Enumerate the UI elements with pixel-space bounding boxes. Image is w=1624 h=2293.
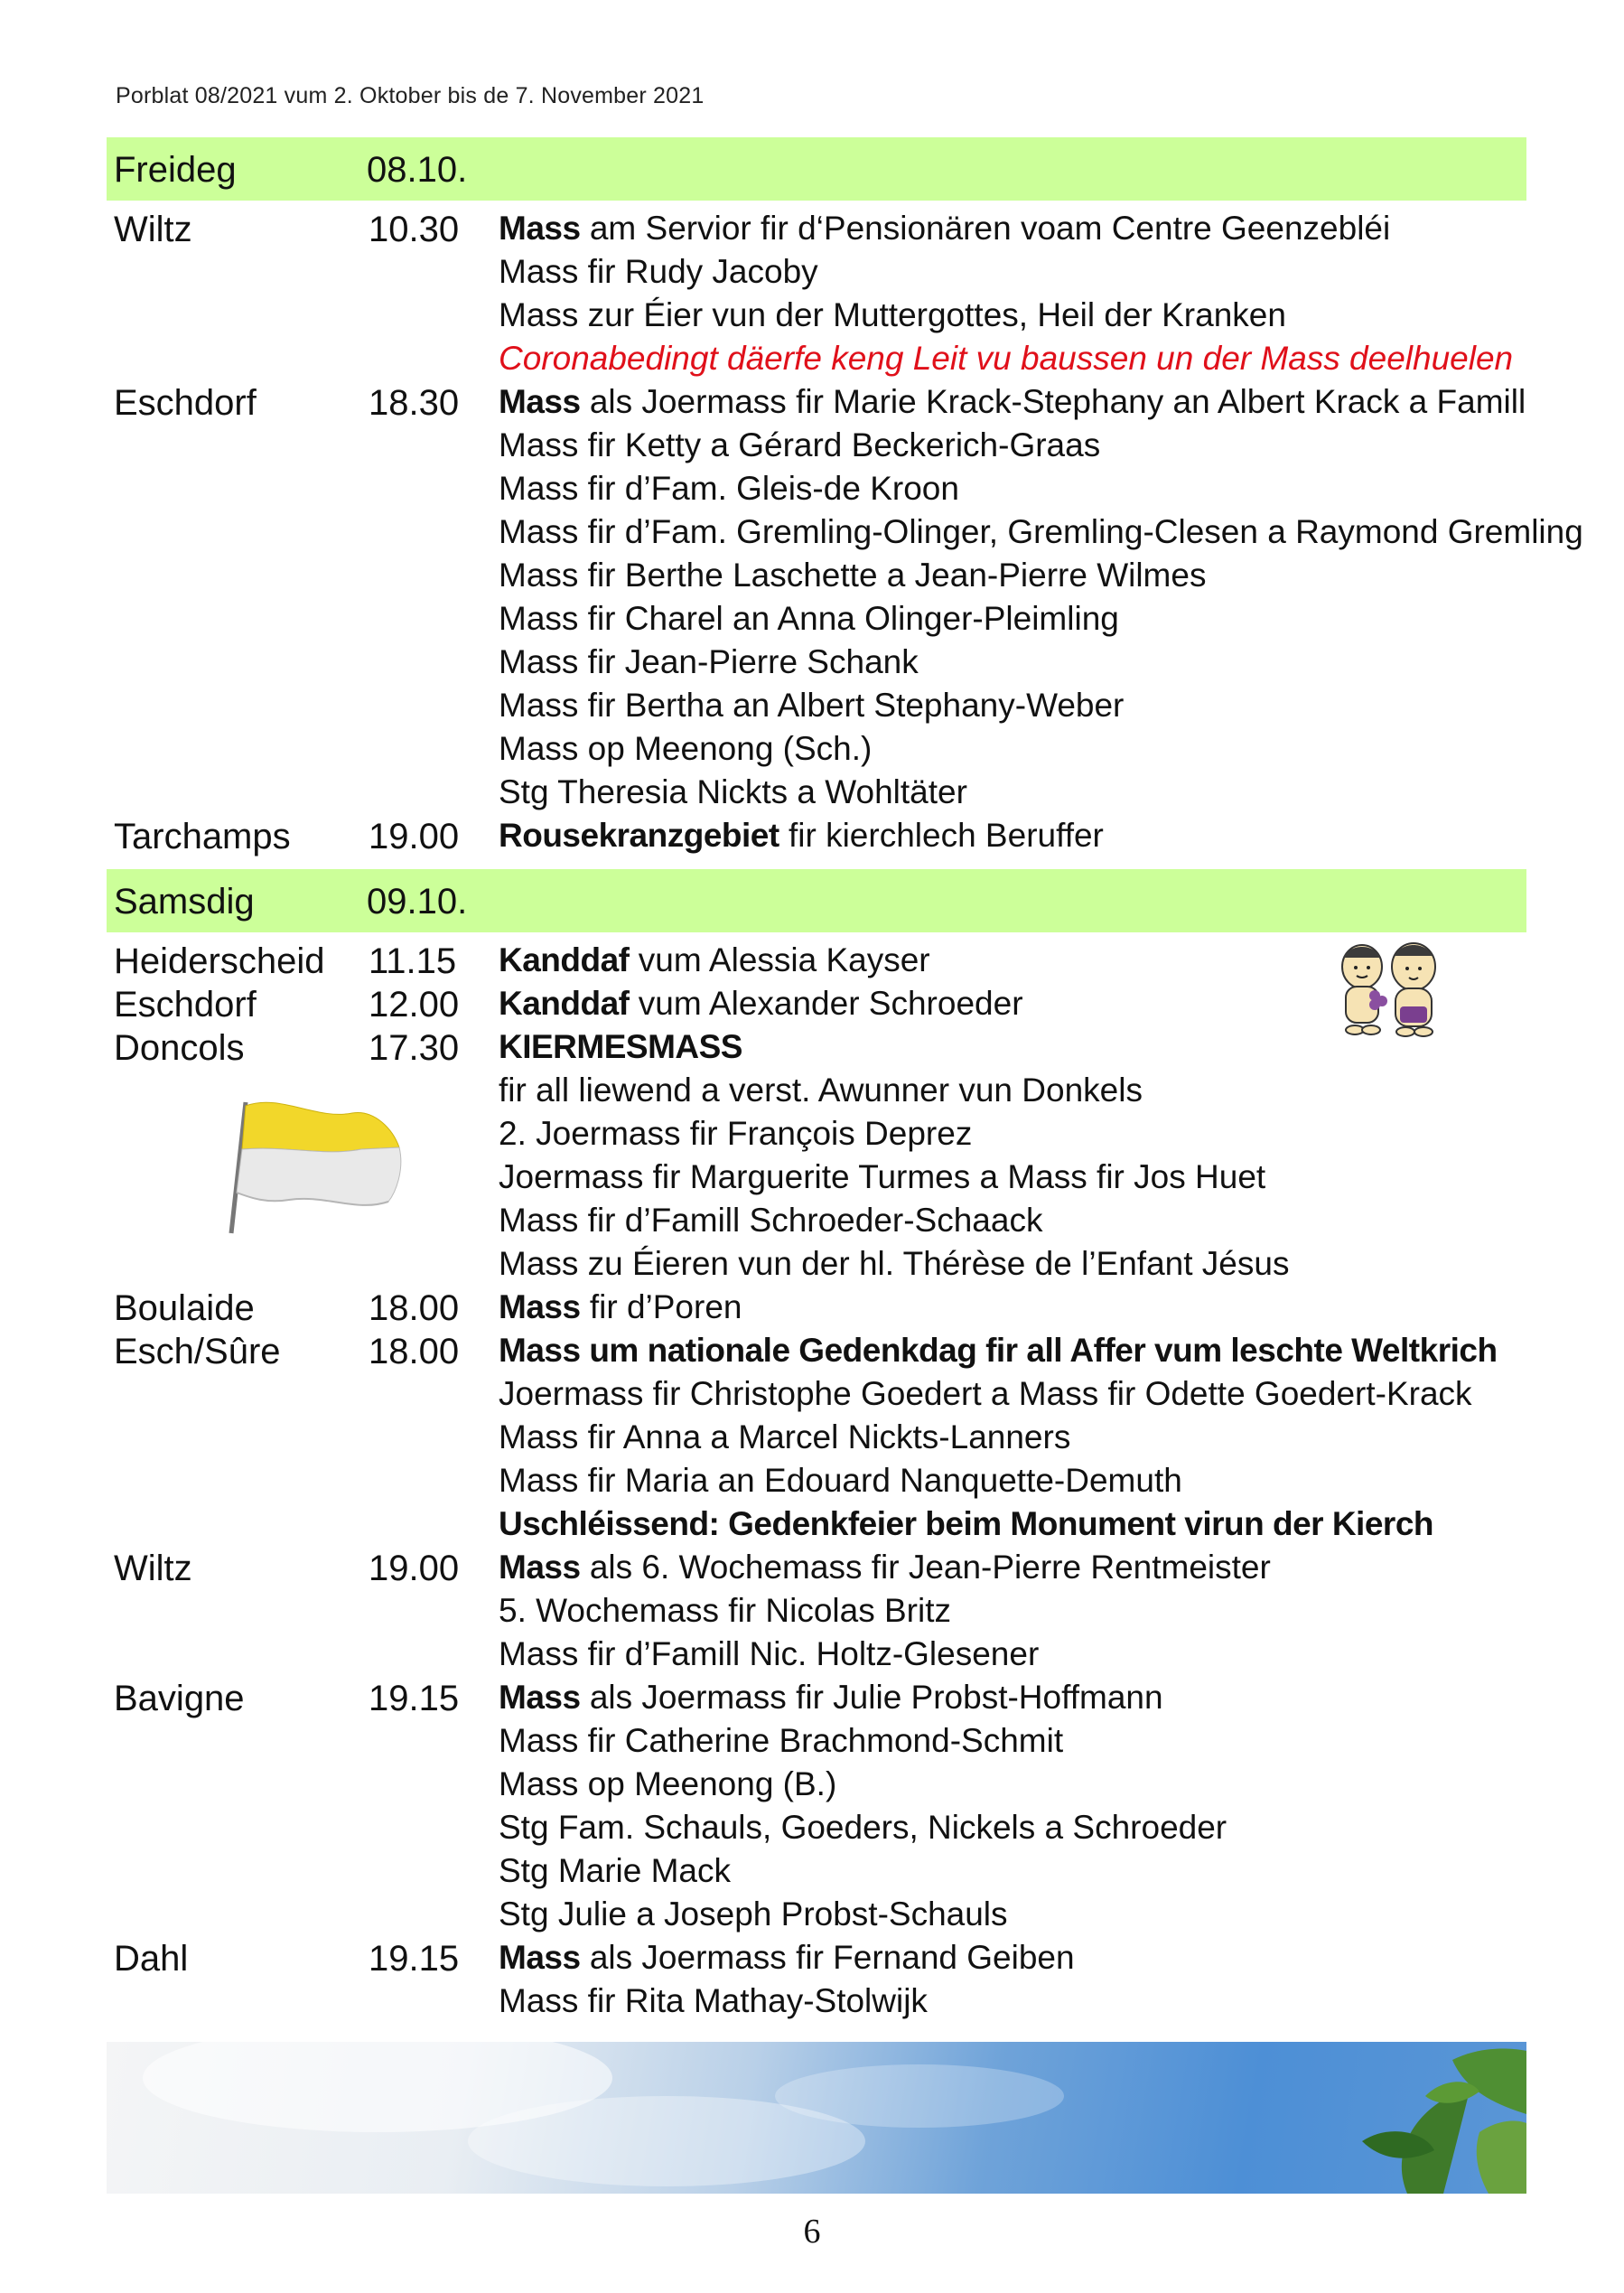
mass-description (499, 1549, 1271, 1586)
event-type: Mass (499, 383, 581, 420)
intention-text: 5. Wochemass fir Nicolas Britz (499, 1592, 951, 1629)
sky-leaves-photo (107, 2042, 1526, 2194)
mass-description (499, 513, 1583, 551)
intention-text: als Joermass fir Fernand Geiben (580, 1939, 1075, 1976)
schedule-row (0, 1852, 1624, 1895)
mass-description (499, 773, 967, 811)
intention-text: Mass fir d’Fam. Gleis-de Kroon (499, 470, 959, 507)
schedule-row (0, 340, 1624, 383)
mass-description (499, 470, 959, 508)
place-name: Tarchamps (114, 817, 291, 856)
mass-description (499, 1722, 1063, 1760)
schedule-row (0, 470, 1624, 513)
intention-text: Mass fir Rita Mathay-Stolwijk (499, 1982, 928, 2019)
corona-notice (499, 340, 1513, 378)
place-name: Wiltz (114, 210, 192, 249)
place-name: Wiltz (114, 1549, 192, 1588)
intention-text: Mass fir Catherine Brachmond-Schmit (499, 1722, 1064, 1759)
schedule-row (0, 513, 1624, 557)
schedule-row (0, 1679, 1624, 1722)
schedule-row (0, 1982, 1624, 2026)
mass-time: 18.30 (369, 383, 460, 423)
intention-text: Joermass fir Christophe Goedert a Mass fir Odette Goedert-Krack (499, 1375, 1472, 1412)
schedule-row (0, 1635, 1624, 1679)
schedule-row (0, 426, 1624, 470)
schedule-row (0, 1722, 1624, 1765)
mass-description (499, 1635, 1039, 1673)
intention-text: Mass fir Jean-Pierre Schank (499, 643, 919, 680)
page-number: 6 (803, 2213, 821, 2251)
event-type: KIERMESMASS (499, 1028, 742, 1065)
schedule-row (0, 1765, 1624, 1809)
event-type: Kanddaf (499, 985, 630, 1022)
event-type: Uschléissend: Gedenkfeier beim Monument virun der Kierch (499, 1505, 1433, 1542)
mass-description (499, 426, 1100, 464)
schedule-row (0, 730, 1624, 773)
mass-description (499, 1809, 1227, 1847)
mass-time: 11.15 (369, 941, 457, 981)
schedule-row (0, 600, 1624, 643)
schedule-row (0, 1418, 1624, 1462)
intention-text: Coronabedingt däerfe keng Leit vu baussen un der Mass deelhuelen (499, 340, 1514, 377)
mass-description (499, 210, 1390, 248)
mass-description (499, 1895, 1008, 1933)
intention-text: vum Alessia Kayser (629, 941, 930, 978)
mass-description (499, 383, 1526, 421)
place-name: Doncols (114, 1028, 245, 1068)
mass-description (499, 1852, 731, 1890)
intention-text: fir kierchlech Beruffer (779, 817, 1104, 854)
place-name: Eschdorf (114, 985, 257, 1025)
day-header-bar (107, 869, 1526, 932)
intention-text: Joermass fir Marguerite Turmes a Mass fir Jos Huet (499, 1158, 1266, 1195)
mass-description (499, 730, 872, 768)
intention-text: Mass fir Maria an Edouard Nanquette-Demuth (499, 1462, 1182, 1499)
baptism-children-icon (1328, 940, 1445, 1039)
mass-description (499, 643, 919, 681)
schedule-row (0, 1895, 1624, 1939)
intention-text: Mass fir Bertha an Albert Stephany-Weber (499, 687, 1125, 724)
schedule-row (0, 1809, 1624, 1852)
day-date: 09.10. (367, 882, 468, 922)
mass-description (499, 1418, 1070, 1456)
schedule-row (0, 1332, 1624, 1375)
event-type: Mass (499, 1939, 581, 1976)
day-name: Samsdig (114, 882, 255, 922)
mass-description (499, 1332, 1498, 1370)
intention-text: am Servior fir d‘Pensionären voam Centre Geenzebléi (580, 210, 1391, 247)
mass-description (499, 1375, 1472, 1413)
schedule-row (0, 296, 1624, 340)
event-type: Mass (499, 1679, 581, 1716)
intention-text: als Joermass fir Marie Krack-Stephany an Albert Krack a Famill (580, 383, 1526, 420)
mass-time: 17.30 (369, 1028, 460, 1068)
intention-text: Mass op Meenong (Sch.) (499, 730, 873, 767)
intention-text: Mass fir Charel an Anna Olinger-Pleimling (499, 600, 1119, 637)
mass-description (499, 687, 1124, 725)
schedule-row (0, 253, 1624, 296)
mass-description (499, 1202, 1042, 1240)
mass-time: 19.00 (369, 1549, 460, 1588)
intention-text: Mass fir Ketty a Gérard Beckerich-Graas (499, 426, 1101, 463)
mass-description (499, 1592, 951, 1630)
schedule-row (0, 1939, 1624, 1982)
intention-text: Mass op Meenong (B.) (499, 1765, 837, 1802)
mass-time: 19.15 (369, 1679, 460, 1718)
mass-description (499, 1982, 928, 2020)
intention-text: Stg Julie a Joseph Probst-Schauls (499, 1895, 1008, 1933)
intention-text: Stg Marie Mack (499, 1852, 732, 1889)
schedule-row (0, 1375, 1624, 1418)
mass-description (499, 1679, 1163, 1717)
event-type: Kanddaf (499, 941, 630, 978)
mass-time: 19.15 (369, 1939, 460, 1979)
mass-description (499, 1288, 742, 1326)
mass-description (499, 600, 1119, 638)
schedule-row (0, 773, 1624, 817)
mass-description (499, 817, 1104, 855)
intention-text: Mass fir d’Famill Schroeder-Schaack (499, 1202, 1043, 1239)
mass-description (499, 1505, 1433, 1543)
mass-description (499, 1158, 1265, 1196)
intention-text: 2. Joermass fir François Deprez (499, 1115, 973, 1152)
schedule-row (0, 557, 1624, 600)
place-name: Dahl (114, 1939, 189, 1979)
schedule-row (0, 687, 1624, 730)
schedule-row (0, 1288, 1624, 1332)
intention-text: als Joermass fir Julie Probst-Hoffmann (580, 1679, 1163, 1716)
intention-text: als 6. Wochemass fir Jean-Pierre Rentmeister (580, 1549, 1271, 1586)
schedule-row (0, 643, 1624, 687)
place-name: Bavigne (114, 1679, 245, 1718)
place-name: Heiderscheid (114, 941, 325, 981)
day-name: Freideg (114, 150, 237, 190)
mass-description (499, 1462, 1182, 1500)
mass-description (499, 941, 930, 979)
intention-text: fir d’Poren (580, 1288, 742, 1325)
schedule-row (0, 1592, 1624, 1635)
mass-description (499, 1072, 1143, 1109)
mass-time: 12.00 (369, 985, 460, 1025)
schedule-row (0, 1462, 1624, 1505)
mass-description (499, 1115, 972, 1153)
event-type: Rousekranzgebiet (499, 817, 779, 854)
mass-description (499, 1765, 836, 1803)
mass-description (499, 1028, 742, 1066)
mass-time: 18.00 (369, 1288, 460, 1328)
event-type: Mass (499, 1288, 581, 1325)
place-name: Esch/Sûre (114, 1332, 281, 1371)
intention-text: Mass fir d’Famill Nic. Holtz-Glesener (499, 1635, 1040, 1672)
schedule-row (0, 1549, 1624, 1592)
event-type: Mass (499, 210, 581, 247)
mass-description (499, 1245, 1289, 1283)
intention-text: fir all liewend a verst. Awunner vun Donkels (499, 1072, 1143, 1109)
intention-text: Stg Theresia Nickts a Wohltäter (499, 773, 967, 810)
place-name: Boulaide (114, 1288, 255, 1328)
schedule-row (0, 1505, 1624, 1549)
mass-description (499, 296, 1286, 334)
event-type: Mass um nationale Gedenkdag fir all Affer vum leschte Weltkrich (499, 1332, 1498, 1369)
mass-time: 18.00 (369, 1332, 460, 1371)
page-header: Porblat 08/2021 vum 2. Oktober bis de 7. November 2021 (116, 83, 705, 108)
intention-text: Mass zu Éieren vun der hl. Thérèse de l’Enfant Jésus (499, 1245, 1290, 1282)
intention-text: Mass fir Berthe Laschette a Jean-Pierre Wilmes (499, 557, 1207, 594)
papal-flag-icon (181, 1093, 406, 1238)
intention-text: Mass fir Rudy Jacoby (499, 253, 818, 290)
intention-text: vum Alexander Schroeder (629, 985, 1023, 1022)
schedule-row (0, 383, 1624, 426)
schedule-row (0, 817, 1624, 860)
event-type: Mass (499, 1549, 581, 1586)
mass-time: 19.00 (369, 817, 460, 856)
place-name: Eschdorf (114, 383, 257, 423)
intention-text: Mass zur Éier vun der Muttergottes, Heil der Kranken (499, 296, 1286, 333)
intention-text: Mass fir d’Fam. Gremling-Olinger, Gremling-Clesen a Raymond Gremling (499, 513, 1583, 550)
mass-description (499, 1939, 1075, 1977)
intention-text: Mass fir Anna a Marcel Nickts-Lanners (499, 1418, 1071, 1455)
mass-description (499, 985, 1023, 1023)
intention-text: Stg Fam. Schauls, Goeders, Nickels a Schroeder (499, 1809, 1227, 1846)
schedule-row (0, 1245, 1624, 1288)
day-date: 08.10. (367, 150, 468, 190)
mass-description (499, 557, 1206, 594)
mass-description (499, 253, 818, 291)
schedule-row (0, 210, 1624, 253)
mass-time: 10.30 (369, 210, 460, 249)
day-header-bar (107, 137, 1526, 201)
